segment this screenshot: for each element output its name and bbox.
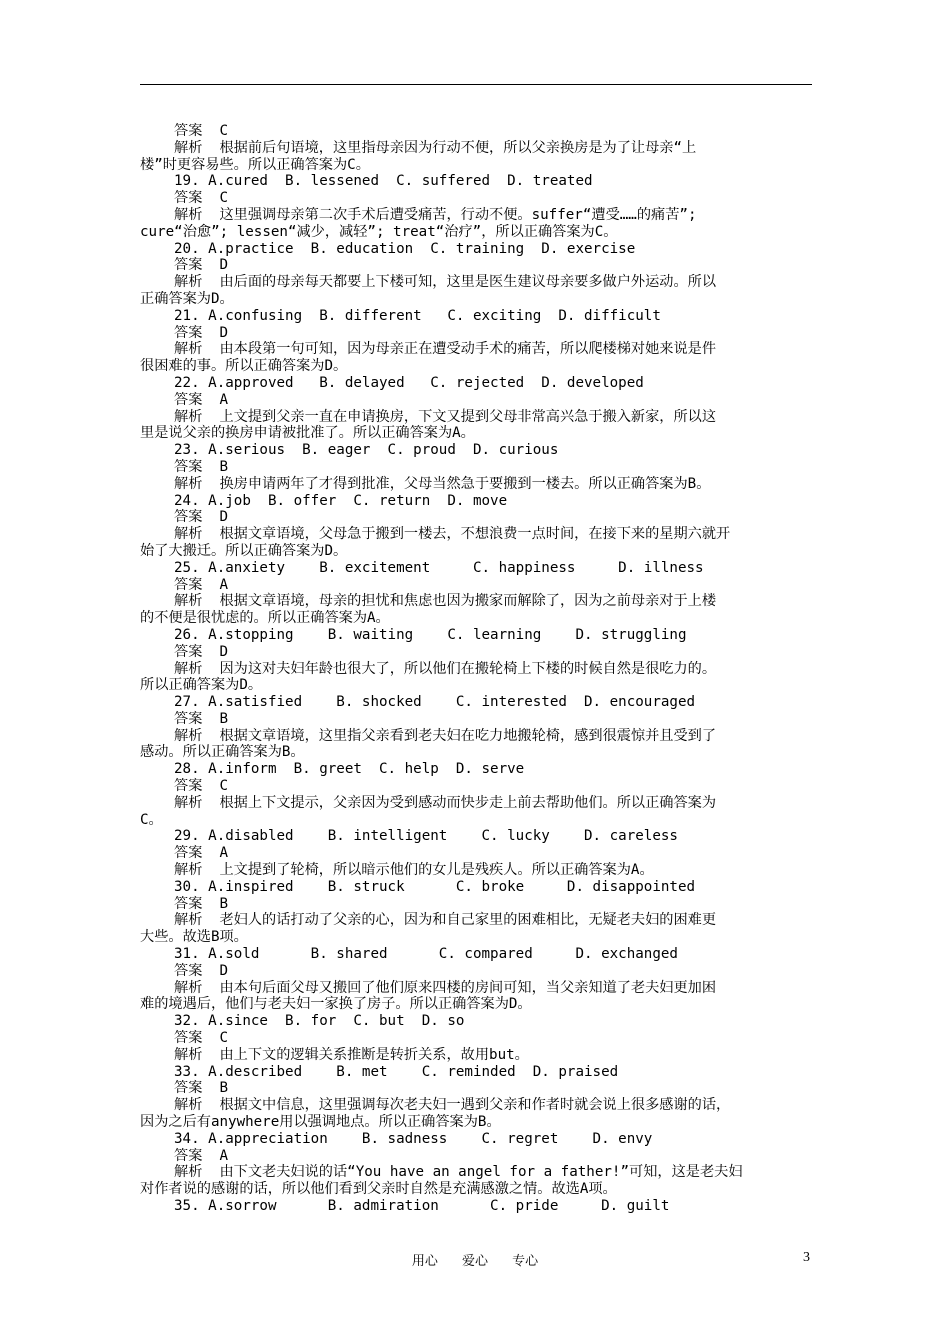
text-line: 23. A.serious B. eager C. proud D. curious [174, 442, 559, 459]
text-line: 里是说父亲的换房申请被批准了。所以正确答案为A。 [140, 425, 475, 442]
text-line: 答案 B [174, 1080, 228, 1097]
text-line: 大些。故选B项。 [140, 929, 248, 946]
text-line: 解析 上文提到了轮椅，所以暗示他们的女儿是残疾人。所以正确答案为A。 [174, 862, 654, 879]
text-line: 29. A.disabled B. intelligent C. lucky D. careless [174, 828, 678, 845]
text-line: 解析 老妇人的话打动了父亲的心，因为和自己家里的困难相比，无疑老夫妇的困难更 [174, 912, 717, 929]
text-line: 答案 A [174, 576, 228, 593]
text-line: 解析 根据上下文提示，父亲因为受到感动而快步走上前去帮助他们。所以正确答案为 [174, 794, 717, 811]
text-line: 35. A.sorrow B. admiration C. pride D. guilt [174, 1198, 670, 1214]
text-line: C。 [140, 811, 163, 828]
text-line: 20. A.practice B. education C. training D. exercise [174, 240, 636, 257]
text-line: 感动。所以正确答案为B。 [140, 744, 305, 761]
text-line: 的不便是很忧虑的。所以正确答案为A。 [140, 610, 390, 627]
text-line: 解析 换房申请两年了才得到批准，父母当然急于要搬到一楼去。所以正确答案为B。 [174, 475, 711, 492]
text-line: 很困难的事。所以正确答案为D。 [140, 358, 348, 375]
text-line: 答案 B [174, 458, 228, 475]
text-line: cure“治愈”; lessen“减少，减轻”; treat“治疗”，所以正确答案为C。 [140, 223, 618, 240]
text-line: 解析 上文提到父亲一直在申请换房，下文又提到父母非常高兴急于搬入新家，所以这 [174, 408, 717, 425]
text-line: 解析 由上下文的逻辑关系推断是转折关系，故用but。 [174, 1046, 529, 1063]
text-line: 答案 C [174, 778, 228, 795]
text-line: 解析 根据文章语境，父母急于搬到一楼去，不想浪费一点时间，在接下来的星期六就开 [174, 526, 731, 543]
text-line: 28. A.inform B. greet C. help D. serve [174, 761, 525, 778]
text-line: 正确答案为D。 [140, 290, 234, 307]
text-line: 因为之后有anywhere用以强调地点。所以正确答案为B。 [140, 1114, 501, 1131]
text-line: 解析 由本句后面父母又搬回了他们原来四楼的房间可知，当父亲知道了老夫妇更加困 [174, 979, 717, 996]
text-line: 解析 根据文章语境，这里指父亲看到老夫妇在吃力地搬轮椅，感到很震惊并且受到了 [174, 727, 717, 744]
text-line: 27. A.satisfied B. shocked C. interested D. encouraged [174, 694, 696, 711]
answer-explanations [140, 123, 812, 1215]
text-line: 30. A.inspired B. struck C. broke D. disappointed [174, 878, 696, 895]
text-line: 答案 D [174, 257, 228, 274]
text-line: 答案 D [174, 509, 228, 526]
text-line: 34. A.appreciation B. sadness C. regret D. envy [174, 1130, 653, 1147]
text-line: 答案 B [174, 710, 228, 727]
text-line: 答案 A [174, 1147, 228, 1164]
page-number: 3 [803, 1250, 810, 1265]
text-line: 难的境遇后，他们与老夫妇一家换了房子。所以正确答案为D。 [140, 996, 532, 1013]
text-line: 25. A.anxiety B. excitement C. happiness D. illness [174, 559, 704, 576]
text-line: 解析 根据前后句语境，这里指母亲因为行动不便，所以父亲换房是为了让母亲“上 [174, 139, 697, 156]
text-line: 答案 D [174, 962, 228, 979]
text-line: 答案 C [174, 123, 228, 139]
text-line: 答案 D [174, 324, 228, 341]
text-line: 解析 由本段第一句可知，因为母亲正在遭受动手术的痛苦，所以爬楼梯对她来说是件 [174, 341, 717, 358]
text-line: 对作者说的感谢的话，所以他们看到父亲时自然是充满感激之情。故选A项。 [140, 1181, 617, 1198]
text-line: 答案 C [174, 190, 228, 207]
text-line: 楼”时更容易些。所以正确答案为C。 [140, 156, 370, 173]
text-line: 24. A.job B. offer C. return D. move [174, 492, 508, 509]
text-line: 解析 这里强调母亲第二次手术后遭受痛苦，行动不便。suffer“遭受……的痛苦”; [174, 206, 697, 223]
footer-text: 用心 爱心 专心 [411, 1254, 539, 1269]
text-line: 所以正确答案为D。 [140, 677, 263, 694]
text-line: 答案 C [174, 1030, 228, 1047]
text-line: 19. A.cured B. lessened C. suffered D. treated [174, 173, 593, 190]
text-line: 答案 A [174, 391, 228, 408]
text-line: 26. A.stopping B. waiting C. learning D. struggling [174, 626, 687, 643]
text-line: 解析 根据文章语境，母亲的担忧和焦虑也因为搬家而解除了，因为之前母亲对于上楼 [174, 593, 717, 610]
header-rule [140, 84, 812, 85]
text-line: 答案 B [174, 895, 228, 912]
text-line: 31. A.sold B. shared C. compared D. exchanged [174, 946, 678, 963]
text-line: 解析 根据文中信息，这里强调每次老夫妇一遇到父亲和作者时就会说上很多感谢的话， [174, 1097, 731, 1114]
text-line: 解析 因为这对夫妇年龄也很大了，所以他们在搬轮椅上下楼的时候自然是很吃力的。 [174, 660, 717, 677]
text-line: 答案 D [174, 643, 228, 660]
text-line: 22. A.approved B. delayed C. rejected D. developed [174, 374, 644, 391]
text-line: 32. A.since B. for C. but D. so [174, 1013, 465, 1030]
text-line: 33. A.described B. met C. reminded D. praised [174, 1063, 619, 1080]
text-line: 解析 由后面的母亲每天都要上下楼可知，这里是医生建议母亲要多做户外运动。所以 [174, 274, 717, 291]
text-line: 始了大搬迁。所以正确答案为D。 [140, 542, 348, 559]
text-line: 21. A.confusing B. different C. exciting D. difficult [174, 307, 661, 324]
text-line: 答案 A [174, 845, 228, 862]
text-line: 解析 由下文老夫妇说的话“You have an angel for a father!”可知，这是老夫妇 [174, 1164, 743, 1181]
